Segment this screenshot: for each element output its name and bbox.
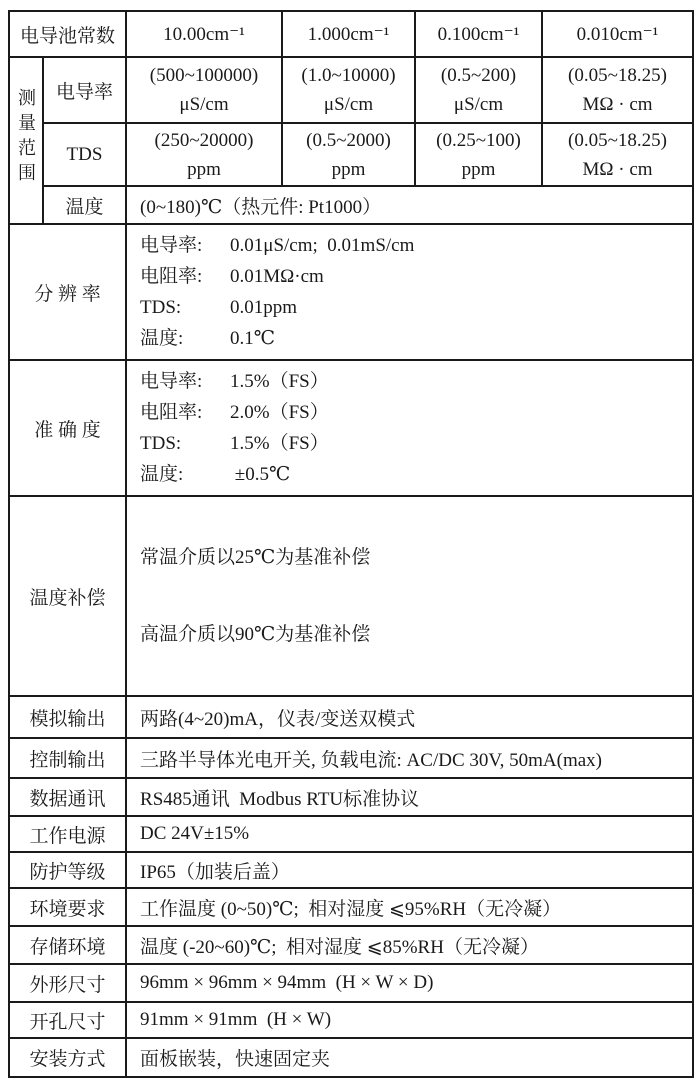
accuracy-line (140, 397, 692, 428)
operating-environment-value: 工作温度 (0~50)℃; 相对湿度 ⩽95%RH（无冷凝） (126, 888, 693, 926)
resolution-line (140, 292, 692, 323)
table-row-cell-constant (9, 11, 693, 57)
conductivity-range-2 (282, 57, 415, 123)
resolution-param: 电导率: (140, 235, 203, 256)
spec-table (8, 10, 694, 1078)
table-row-data-communication (9, 778, 693, 816)
accuracy-value: 1.5%（FS） (230, 433, 329, 454)
temp-compensation-values (126, 496, 693, 696)
resolution-param: 电阻率: (140, 266, 203, 287)
accuracy-param: 电阻率: (140, 402, 203, 423)
row-label-measuring-range (9, 57, 43, 224)
range-unit: MΩ · cm (582, 94, 653, 115)
range-unit: μS/cm (179, 94, 229, 115)
row-label-mounting-method: 安装方式 (9, 1038, 126, 1077)
range-value: (0.05~18.25) (568, 65, 667, 86)
resolution-value: 0.01MΩ·cm (230, 266, 324, 287)
table-row-cutout-dimensions (9, 1002, 693, 1038)
control-output-value: 三路半导体光电开关, 负载电流: AC/DC 30V, 50mA(max) (126, 738, 693, 778)
row-label-cell-constant: 电导池常数 (9, 11, 126, 57)
resolution-line (140, 230, 692, 261)
table-row-temp-compensation (9, 496, 693, 696)
range-value: (250~20000) (154, 129, 254, 151)
table-row-power-supply (9, 816, 693, 852)
range-value: (0.5~2000) (306, 129, 391, 151)
row-label-cutout-dimensions: 开孔尺寸 (9, 1002, 126, 1038)
accuracy-values (126, 360, 693, 496)
table-row-tds-range (9, 123, 693, 186)
accuracy-line (140, 459, 692, 490)
row-label-power-supply: 工作电源 (9, 816, 126, 852)
tds-range-4 (542, 123, 693, 186)
protection-rating-value: IP65（加装后盖） (126, 852, 693, 888)
resolution-param: 温度: (140, 328, 184, 349)
table-row-accuracy (9, 360, 693, 496)
cell-constant-value-1: 10.00cm⁻¹ (126, 11, 282, 57)
temperature-range-value: (0~180)℃（热元件: Pt1000） (126, 186, 693, 224)
resolution-value: 0.01μS/cm; 0.01mS/cm (230, 235, 415, 256)
accuracy-line (140, 366, 692, 397)
cutout-dimensions-value: 91mm × 91mm (H × W) (126, 1002, 693, 1038)
table-row-overall-dimensions (9, 964, 693, 1002)
table-row-temperature-range (9, 186, 693, 224)
table-row-protection-rating (9, 852, 693, 888)
accuracy-value: ±0.5℃ (230, 464, 291, 485)
temp-compensation-line: 高温介质以90℃为基准补偿 (140, 624, 371, 645)
table-row-analog-output (9, 696, 693, 738)
row-label-protection-rating: 防护等级 (9, 852, 126, 888)
tds-range-2 (282, 123, 415, 186)
resolution-values (126, 224, 693, 360)
conductivity-range-1 (126, 57, 282, 123)
range-unit: ppm (187, 158, 221, 180)
table-row-storage-environment (9, 926, 693, 964)
accuracy-param: 电导率: (140, 371, 203, 392)
conductivity-range-3 (415, 57, 542, 123)
range-value: (0.25~100) (436, 129, 521, 151)
accuracy-param: TDS: (140, 433, 182, 454)
row-label-analog-output: 模拟输出 (9, 696, 126, 738)
accuracy-param: 温度: (140, 464, 184, 485)
table-row-control-output (9, 738, 693, 778)
row-label-temp-compensation: 温度补偿 (9, 496, 126, 696)
tds-range-3 (415, 123, 542, 186)
overall-dimensions-value: 96mm × 96mm × 94mm (H × W × D) (126, 964, 693, 1002)
range-unit: ppm (331, 158, 366, 180)
row-label-storage-environment: 存储环境 (9, 926, 126, 964)
table-row-resolution (9, 224, 693, 360)
param-label-temperature: 温度 (43, 186, 126, 224)
accuracy-value: 1.5%（FS） (230, 371, 329, 392)
resolution-line (140, 261, 692, 292)
cell-constant-value-4: 0.010cm⁻¹ (542, 11, 693, 57)
resolution-param: TDS: (140, 297, 182, 318)
table-row-conductivity-range (9, 57, 693, 123)
row-label-overall-dimensions: 外形尺寸 (9, 964, 126, 1002)
row-label-resolution: 分 辨 率 (9, 224, 126, 360)
table-row-operating-environment (9, 888, 693, 926)
tds-range-1 (126, 123, 282, 186)
row-label-control-output: 控制输出 (9, 738, 126, 778)
row-label-accuracy: 准 确 度 (9, 360, 126, 496)
range-value: (0.05~18.25) (568, 129, 667, 151)
row-label-data-communication: 数据通讯 (9, 778, 126, 816)
cell-constant-value-3: 0.100cm⁻¹ (415, 11, 542, 57)
conductivity-range-4 (542, 57, 693, 123)
range-value: (1.0~10000) (301, 65, 396, 86)
param-label-conductivity: 电导率 (43, 57, 126, 123)
cell-constant-value-2: 1.000cm⁻¹ (282, 11, 415, 57)
temp-compensation-line: 常温介质以25℃为基准补偿 (140, 547, 371, 568)
resolution-value: 0.01ppm (230, 297, 298, 318)
param-label-tds: TDS (43, 123, 126, 186)
range-unit: μS/cm (323, 94, 374, 115)
range-value: (500~100000) (149, 65, 259, 86)
measuring-range-vertical-label: 测量范围 (16, 87, 36, 188)
range-value: (0.5~200) (440, 65, 517, 86)
range-unit: μS/cm (453, 94, 504, 115)
range-unit: ppm (461, 158, 496, 180)
resolution-line (140, 323, 692, 354)
range-unit: MΩ · cm (582, 158, 653, 180)
power-supply-value: DC 24V±15% (126, 816, 693, 852)
accuracy-value: 2.0%（FS） (230, 402, 329, 423)
analog-output-value: 两路(4~20)mA，仪表/变送双模式 (126, 696, 693, 738)
accuracy-line (140, 428, 692, 459)
resolution-value: 0.1℃ (230, 328, 276, 349)
mounting-method-value: 面板嵌装，快速固定夹 (126, 1038, 693, 1077)
row-label-operating-environment: 环境要求 (9, 888, 126, 926)
data-communication-value: RS485通讯 Modbus RTU标准协议 (126, 778, 693, 816)
storage-environment-value: 温度 (-20~60)℃; 相对湿度 ⩽85%RH（无冷凝） (126, 926, 693, 964)
table-row-mounting-method (9, 1038, 693, 1077)
